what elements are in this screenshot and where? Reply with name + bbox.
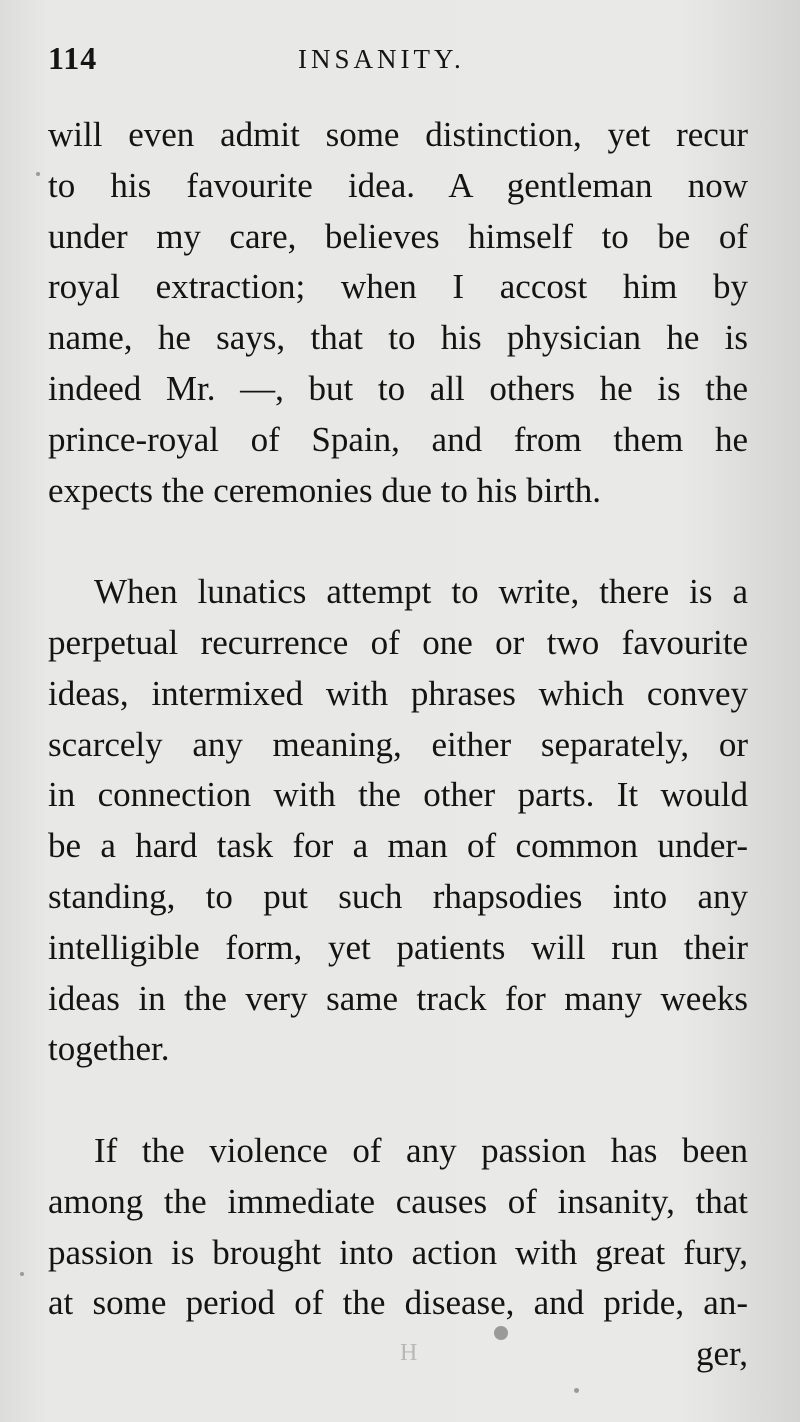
text-line: will even admit some distinction, yet recur <box>48 115 748 154</box>
signature-mark: H <box>400 1340 418 1366</box>
text-line: expects the ceremonies due to his birth. <box>48 470 602 510</box>
body-text <box>48 110 748 1380</box>
running-head: INSANITY. <box>298 44 465 74</box>
page-header <box>48 40 748 90</box>
text-line: in connection with the other parts. It would <box>48 775 748 815</box>
ink-speck <box>20 1272 24 1276</box>
text-line: perpetual recurrence of one or two favourite <box>48 622 748 662</box>
text-line: under my care, believes himself to be of <box>48 216 748 256</box>
text-line: name, he says, that to his physician he is <box>48 318 748 358</box>
text-line: at some period of the disease, and pride, an- <box>48 1283 748 1323</box>
page-number: 114 <box>48 40 98 76</box>
paragraph-1 <box>48 110 748 516</box>
text-line: to his favourite idea. A gentleman now <box>48 165 748 205</box>
text-line: prince-royal of Spain, and from them he <box>48 419 748 459</box>
catchword: ger, <box>695 1334 748 1374</box>
ink-speck <box>574 1388 579 1393</box>
text-line: be a hard task for a man of common under- <box>48 826 748 866</box>
ink-speck <box>36 172 40 176</box>
text-line: scarcely any meaning, either separately, or <box>48 724 748 764</box>
text-line: indeed Mr. —, but to all others he is the <box>48 368 748 408</box>
text-line: standing, to put such rhapsodies into any <box>48 876 748 916</box>
text-line: royal extraction; when I accost him by <box>48 267 748 307</box>
paragraph-gap <box>48 516 748 567</box>
text-line: ideas, intermixed with phrases which convey <box>48 673 748 713</box>
text-line: together. <box>48 1029 170 1069</box>
paragraph-gap <box>48 1075 748 1126</box>
text-line: among the immediate causes of insanity, that <box>48 1181 748 1221</box>
text-line: ideas in the very same track for many weeks <box>48 978 748 1018</box>
ink-speck <box>494 1326 508 1340</box>
page-footer <box>60 1338 740 1378</box>
paragraph-2 <box>48 567 748 1075</box>
text-line: passion is brought into action with great fury, <box>48 1232 748 1272</box>
text-line: If the violence of any passion has been <box>94 1130 748 1170</box>
text-line: intelligible form, yet patients will run their <box>48 927 748 967</box>
text-line: When lunatics attempt to write, there is a <box>94 572 748 612</box>
